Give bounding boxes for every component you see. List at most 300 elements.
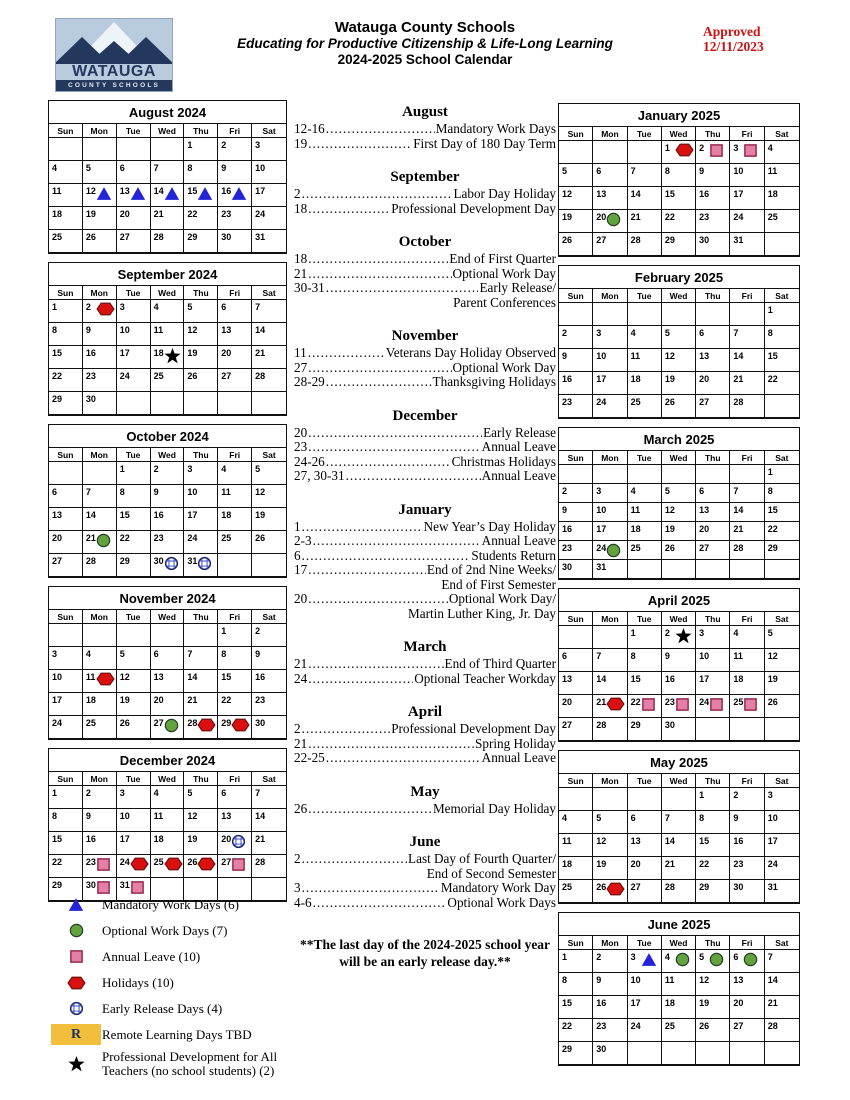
- circle-marker-icon: [606, 212, 621, 227]
- day-number: 6: [596, 166, 602, 176]
- dow-header: Tue: [628, 774, 662, 788]
- day-number: 6: [733, 952, 739, 962]
- dow-header: Fri: [730, 451, 764, 465]
- day-cell: [662, 541, 696, 560]
- day-number: 17: [119, 834, 130, 844]
- triangle-marker-icon: [641, 952, 657, 967]
- calendar-june-2025: [558, 912, 800, 1066]
- day-number: 11: [664, 975, 675, 985]
- day-number: 8: [664, 166, 670, 176]
- day-number: 3: [596, 486, 602, 496]
- calendar-february-2025: [558, 265, 800, 419]
- day-number: 26: [562, 235, 573, 245]
- day-cell: [117, 855, 151, 878]
- day-cell: [662, 503, 696, 522]
- day-cell: [662, 164, 696, 187]
- day-number: 24: [52, 718, 63, 728]
- day-cell: [83, 184, 117, 207]
- dow-header: Sun: [49, 448, 83, 462]
- schedule-month-header: August: [402, 104, 448, 120]
- day-number: 13: [153, 672, 164, 682]
- day-cell: [117, 138, 151, 161]
- entry-description: Optional Teacher Workday: [414, 670, 556, 686]
- dow-header: Thu: [696, 612, 730, 626]
- day-cell: [49, 369, 83, 392]
- day-cell: [117, 207, 151, 230]
- legend-item-star: [50, 1050, 310, 1078]
- day-number: 31: [767, 882, 778, 892]
- day-number: 7: [664, 813, 670, 823]
- day-cell: [593, 522, 627, 541]
- dow-header: Thu: [696, 936, 730, 950]
- day-cell: [184, 230, 218, 253]
- dot-leader: [302, 722, 391, 737]
- day-number: 21: [187, 695, 198, 705]
- day-number: 26: [699, 1021, 710, 1031]
- day-number: 12: [187, 325, 198, 335]
- day-cell: [696, 695, 730, 718]
- dot-leader: [326, 122, 435, 137]
- day-cell: [117, 670, 151, 693]
- day-cell: [559, 880, 593, 903]
- day-number: 1: [52, 302, 58, 312]
- entry-days: 2: [294, 186, 301, 201]
- schedule-month-header: June: [409, 834, 441, 850]
- day-number: 21: [733, 524, 744, 534]
- day-number: 31: [733, 235, 744, 245]
- day-number: 27: [699, 543, 710, 553]
- fall-semester-calendars: [48, 100, 287, 910]
- day-cell: [49, 392, 83, 415]
- day-cell: [696, 349, 730, 372]
- dow-header: Mon: [83, 124, 117, 138]
- day-number: 25: [52, 232, 63, 242]
- month-grid: [49, 124, 286, 253]
- day-number: 23: [733, 859, 744, 869]
- day-number: 20: [699, 524, 710, 534]
- entry-days: 20: [294, 591, 308, 606]
- day-number: 18: [153, 348, 164, 358]
- day-cell: [628, 811, 662, 834]
- day-cell: [662, 1019, 696, 1042]
- day-cell: [151, 554, 185, 577]
- day-number: 19: [664, 374, 675, 384]
- day-cell: [151, 300, 185, 323]
- day-number: 5: [596, 813, 602, 823]
- day-number: 5: [85, 163, 91, 173]
- schedule-month-header: September: [390, 169, 460, 185]
- day-cell: [593, 541, 627, 560]
- day-cell: [559, 718, 593, 741]
- month-title: April 2025: [559, 589, 799, 612]
- day-number: 5: [562, 166, 568, 176]
- day-number: 13: [733, 975, 744, 985]
- day-cell: [117, 230, 151, 253]
- hexagon-marker-icon: [96, 302, 115, 316]
- day-number: 4: [85, 649, 91, 659]
- day-cell: [559, 465, 593, 484]
- day-number: 26: [255, 533, 266, 543]
- day-cell: [628, 372, 662, 395]
- day-number: 3: [767, 790, 773, 800]
- day-number: 15: [52, 834, 63, 844]
- hexagon-marker-icon: [606, 697, 625, 711]
- day-cell: [696, 718, 730, 741]
- circle-legend-icon: [50, 923, 102, 938]
- day-cell: [696, 649, 730, 672]
- day-cell: [151, 138, 185, 161]
- day-cell: [117, 531, 151, 554]
- square-marker-icon: [96, 857, 111, 872]
- day-number: 13: [699, 351, 710, 361]
- day-number: 22: [767, 374, 778, 384]
- day-cell: [218, 809, 252, 832]
- day-number: 14: [85, 510, 96, 520]
- entry-description: Optional Work Day: [452, 265, 556, 281]
- day-number: 27: [699, 397, 710, 407]
- day-cell: [559, 164, 593, 187]
- remote-legend-icon: [50, 1024, 102, 1045]
- month-grid: [49, 610, 286, 739]
- calendar-december-2024: [48, 748, 287, 902]
- month-title: November 2024: [49, 587, 286, 610]
- day-cell: [184, 392, 218, 415]
- day-cell: [117, 392, 151, 415]
- day-cell: [49, 855, 83, 878]
- dot-leader: [308, 672, 413, 687]
- schedule-entry: [294, 281, 556, 296]
- hexagon-marker-icon: [675, 143, 694, 157]
- day-cell: [151, 809, 185, 832]
- day-cell: [730, 788, 764, 811]
- day-number: 9: [153, 487, 159, 497]
- day-number: 23: [596, 1021, 607, 1031]
- day-number: 14: [255, 325, 266, 335]
- day-cell: [765, 560, 799, 579]
- day-number: 16: [733, 836, 744, 846]
- day-cell: [252, 138, 286, 161]
- schedule-month-header: March: [403, 639, 447, 655]
- day-cell: [218, 670, 252, 693]
- day-number: 5: [664, 486, 670, 496]
- day-number: 1: [699, 790, 705, 800]
- day-number: 13: [119, 186, 130, 196]
- day-cell: [218, 184, 252, 207]
- day-number: 15: [52, 348, 63, 358]
- triangle-marker-icon: [197, 186, 213, 201]
- month-title: September 2024: [49, 263, 286, 286]
- key-dates-schedule: [294, 104, 556, 970]
- day-cell: [730, 1019, 764, 1042]
- day-cell: [559, 834, 593, 857]
- day-number: 1: [664, 143, 670, 153]
- day-number: 4: [630, 486, 636, 496]
- day-number: 1: [119, 464, 125, 474]
- dow-header: Fri: [730, 127, 764, 141]
- star-marker-icon: [164, 348, 181, 364]
- day-cell: [151, 670, 185, 693]
- entry-description: Thanksgiving Holidays: [432, 374, 556, 389]
- day-number: 25: [221, 533, 232, 543]
- day-number: 27: [119, 232, 130, 242]
- day-number: 29: [119, 556, 130, 566]
- schedule-entry: [294, 563, 556, 578]
- day-cell: [696, 626, 730, 649]
- day-cell: [49, 670, 83, 693]
- day-number: 11: [153, 811, 164, 821]
- day-cell: [593, 503, 627, 522]
- day-number: 31: [119, 880, 130, 890]
- day-cell: [184, 462, 218, 485]
- day-number: 13: [562, 674, 573, 684]
- dow-header: Sun: [559, 774, 593, 788]
- calendar-may-2025: [558, 750, 800, 904]
- day-cell: [184, 786, 218, 809]
- day-cell: [117, 809, 151, 832]
- day-number: 9: [596, 975, 602, 985]
- day-cell: [662, 233, 696, 256]
- hexagon-legend-icon: [50, 976, 102, 990]
- legend-label: Early Release Days (4): [102, 1000, 223, 1016]
- day-number: 11: [221, 487, 231, 497]
- day-number: 11: [85, 672, 96, 682]
- entry-days: 23: [294, 439, 308, 454]
- schedule-month-header: October: [398, 234, 452, 250]
- dow-header: Tue: [117, 286, 151, 300]
- day-cell: [730, 395, 764, 418]
- day-cell: [730, 503, 764, 522]
- day-cell: [83, 207, 117, 230]
- day-number: 20: [221, 348, 232, 358]
- day-number: 9: [699, 166, 705, 176]
- dow-header: Sun: [559, 612, 593, 626]
- day-cell: [662, 718, 696, 741]
- day-number: 11: [630, 505, 641, 515]
- dow-header: Tue: [628, 289, 662, 303]
- day-number: 14: [630, 189, 641, 199]
- entry-description: End of 2nd Nine Weeks/: [426, 562, 556, 577]
- day-number: 28: [187, 718, 198, 728]
- day-cell: [593, 811, 627, 834]
- calendar-title: 2024-2025 School Calendar: [337, 52, 513, 67]
- day-number: 7: [733, 328, 739, 338]
- day-number: 2: [85, 788, 91, 798]
- day-number: 28: [733, 397, 744, 407]
- entry-description: Professional Development Day: [391, 200, 556, 216]
- day-number: 13: [221, 325, 232, 335]
- day-number: 13: [699, 505, 710, 515]
- entry-description: Annual Leave: [481, 439, 556, 454]
- entry-description: Optional Work Days: [447, 894, 556, 910]
- day-cell: [83, 508, 117, 531]
- day-cell: [83, 693, 117, 716]
- month-title: June 2025: [559, 913, 799, 936]
- day-number: 20: [562, 697, 573, 707]
- day-number: 19: [187, 348, 198, 358]
- day-cell: [83, 346, 117, 369]
- entry-description: Mandatory Work Day: [440, 880, 556, 895]
- day-cell: [218, 300, 252, 323]
- day-cell: [765, 395, 799, 418]
- day-cell: [696, 372, 730, 395]
- day-cell: [765, 541, 799, 560]
- day-number: 5: [187, 788, 193, 798]
- day-number: 8: [187, 163, 193, 173]
- schedule-entry: [294, 426, 556, 441]
- entry-description: Mandatory Work Days: [435, 121, 556, 136]
- day-number: 5: [119, 649, 125, 659]
- day-cell: [730, 141, 764, 164]
- entry-description: Professional Development Day: [391, 721, 556, 736]
- day-cell: [730, 484, 764, 503]
- day-number: 7: [153, 163, 159, 173]
- dow-header: Fri: [730, 774, 764, 788]
- day-number: 16: [699, 189, 710, 199]
- entry-days: 21: [294, 265, 308, 281]
- day-number: 26: [664, 397, 675, 407]
- day-cell: [184, 693, 218, 716]
- dow-header: Fri: [218, 610, 252, 624]
- day-number: 12: [664, 505, 675, 515]
- day-number: 19: [255, 510, 266, 520]
- day-cell: [696, 950, 730, 973]
- dow-header: Fri: [218, 772, 252, 786]
- day-cell: [117, 554, 151, 577]
- day-number: 4: [767, 143, 773, 153]
- day-cell: [151, 346, 185, 369]
- day-cell: [117, 184, 151, 207]
- day-number: 23: [255, 695, 266, 705]
- day-cell: [151, 184, 185, 207]
- dow-header: Wed: [151, 286, 185, 300]
- day-cell: [765, 973, 799, 996]
- day-cell: [184, 647, 218, 670]
- dow-header: Sun: [559, 127, 593, 141]
- day-cell: [628, 541, 662, 560]
- day-number: 20: [596, 212, 607, 222]
- day-cell: [593, 326, 627, 349]
- month-grid: [49, 448, 286, 577]
- day-number: 15: [767, 351, 778, 361]
- day-cell: [765, 303, 799, 326]
- day-cell: [696, 210, 730, 233]
- day-cell: [765, 811, 799, 834]
- day-cell: [151, 462, 185, 485]
- day-cell: [151, 786, 185, 809]
- entry-description: Optional Work Day: [452, 359, 556, 375]
- day-number: 28: [630, 235, 641, 245]
- day-cell: [730, 718, 764, 741]
- day-number: 7: [255, 788, 261, 798]
- day-number: 12: [596, 836, 607, 846]
- schedule-entry: [294, 440, 556, 455]
- day-cell: [218, 462, 252, 485]
- day-cell: [730, 649, 764, 672]
- dot-leader: [308, 252, 448, 267]
- calendar-august-2024: [48, 100, 287, 254]
- entry-days: 2: [294, 851, 301, 866]
- day-cell: [184, 624, 218, 647]
- entry-days: 30-31: [294, 280, 325, 295]
- day-number: 17: [767, 836, 778, 846]
- day-cell: [83, 832, 117, 855]
- day-cell: [184, 323, 218, 346]
- day-cell: [83, 786, 117, 809]
- dow-header: Thu: [184, 286, 218, 300]
- day-cell: [765, 950, 799, 973]
- day-cell: [184, 809, 218, 832]
- day-number: 31: [187, 556, 198, 566]
- day-cell: [252, 693, 286, 716]
- day-cell: [184, 346, 218, 369]
- day-cell: [696, 857, 730, 880]
- square-marker-icon: [641, 697, 656, 712]
- day-cell: [117, 462, 151, 485]
- day-cell: [252, 369, 286, 392]
- dow-header: Tue: [628, 451, 662, 465]
- day-number: 10: [119, 325, 130, 335]
- entry-days: 26: [294, 800, 308, 816]
- day-cell: [628, 857, 662, 880]
- day-cell: [559, 141, 593, 164]
- month-grid: [559, 774, 799, 903]
- day-number: 2: [153, 464, 159, 474]
- day-number: 12: [85, 186, 96, 196]
- day-cell: [696, 1019, 730, 1042]
- day-number: 9: [85, 325, 91, 335]
- day-cell: [252, 716, 286, 739]
- day-number: 3: [733, 143, 739, 153]
- day-number: 6: [562, 651, 568, 661]
- schedule-entry: [294, 202, 556, 217]
- day-cell: [730, 1042, 764, 1065]
- day-cell: [730, 210, 764, 233]
- day-cell: [117, 485, 151, 508]
- dow-header: Sat: [252, 124, 286, 138]
- day-number: 2: [85, 302, 91, 312]
- day-cell: [696, 788, 730, 811]
- day-cell: [696, 141, 730, 164]
- day-cell: [49, 832, 83, 855]
- day-cell: [730, 465, 764, 484]
- day-cell: [628, 503, 662, 522]
- day-number: 14: [255, 811, 266, 821]
- day-cell: [593, 233, 627, 256]
- dow-header: Wed: [151, 448, 185, 462]
- day-number: 12: [187, 811, 198, 821]
- day-number: 29: [52, 880, 63, 890]
- day-cell: [49, 624, 83, 647]
- day-cell: [628, 1042, 662, 1065]
- day-cell: [83, 485, 117, 508]
- schedule-entry: [294, 896, 556, 911]
- day-number: 1: [562, 952, 568, 962]
- day-cell: [662, 210, 696, 233]
- day-number: 11: [153, 325, 164, 335]
- schedule-section-december: [294, 408, 556, 484]
- day-number: 7: [630, 166, 636, 176]
- day-cell: [593, 560, 627, 579]
- day-number: 12: [562, 189, 573, 199]
- day-number: 27: [153, 718, 164, 728]
- day-cell: [628, 880, 662, 903]
- day-cell: [151, 485, 185, 508]
- day-cell: [765, 672, 799, 695]
- day-cell: [593, 857, 627, 880]
- day-cell: [218, 138, 252, 161]
- schedule-section-june: [294, 834, 556, 910]
- dot-leader: [326, 281, 479, 296]
